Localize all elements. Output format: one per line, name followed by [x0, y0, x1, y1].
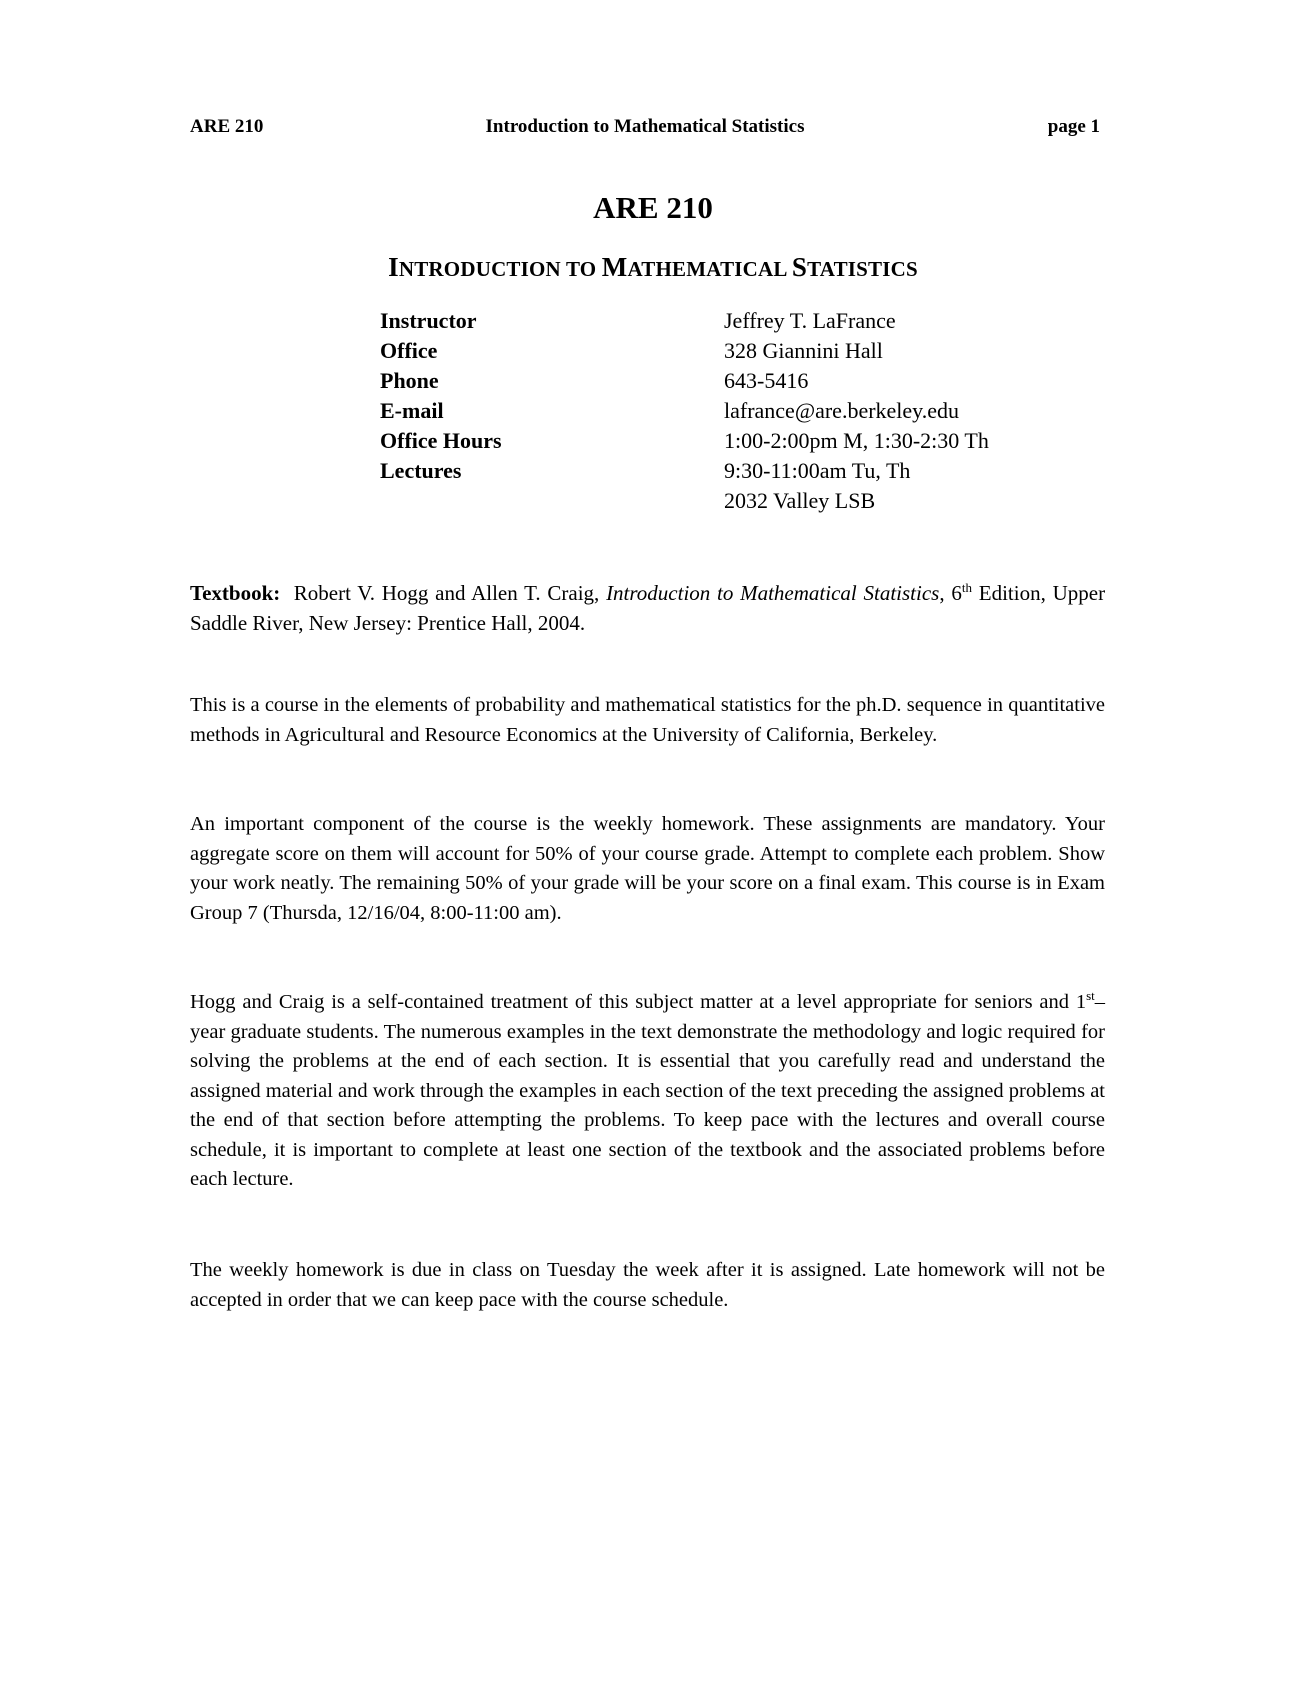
- textbook-edition-number: 6: [951, 581, 962, 605]
- info-label: Lectures: [380, 458, 462, 483]
- paragraph-homework-policy: The weekly homework is due in class on Tuesday the week after it is assigned. Late homework will not be accepted in order that we can keep pace with the course schedule.: [190, 1259, 1105, 1311]
- info-label: Instructor: [380, 308, 477, 333]
- textbook-citation: [190, 578, 1105, 638]
- title-part: I: [388, 252, 399, 282]
- paragraph-text: –year graduate students. The numerous examples in the text demonstrate the methodology and logic required for solving the problems at the end of each section. It is essential that you carefully read and understand the assigned material and work through the examples in each section of the text preceding the assigned problems at the end of that section before attempting the problems. To keep pace with the lectures and overall course schedule, it is important to complete at least one section of the textbook and the associated problems before each lecture.: [190, 991, 1105, 1190]
- course-title-heading: [0, 252, 1306, 283]
- ordinal-superscript: st: [1086, 988, 1095, 1004]
- info-value: 2032 Valley LSB: [724, 488, 876, 513]
- title-part: M: [601, 252, 628, 282]
- info-value: Jeffrey T. LaFrance: [724, 308, 896, 333]
- info-row-instructor: [380, 306, 1080, 336]
- textbook-edition-superscript: th: [961, 580, 972, 595]
- textbook-label: Textbook:: [190, 581, 281, 605]
- paragraph-text: Hogg and Craig is a self-contained treatment of this subject matter at a level appropriate for seniors and 1: [190, 991, 1087, 1013]
- header-course-title: Introduction to Mathematical Statistics: [485, 116, 805, 137]
- title-part: ATHEMATICAL: [627, 257, 792, 281]
- info-row-office: [380, 336, 1080, 366]
- paragraph-course-description: This is a course in the elements of probability and mathematical statistics for the ph.D. sequence in quantitative methods in Agricultural and Resource Economics at the University of California, Berkeley.: [190, 694, 1105, 746]
- info-row-phone: [380, 366, 1080, 396]
- course-code-heading: ARE 210: [593, 190, 713, 225]
- info-value: 643-5416: [724, 368, 809, 393]
- title-part: S: [791, 252, 808, 282]
- textbook-title: Introduction to Mathematical Statistics: [606, 581, 940, 605]
- info-row-lectures: [380, 456, 1080, 486]
- info-label: Office: [380, 338, 438, 363]
- title-part: TATISTICS: [807, 257, 918, 281]
- info-row-lecture-location: [380, 486, 1080, 516]
- course-info-table: [380, 306, 1080, 516]
- info-value: lafrance@are.berkeley.edu: [724, 398, 960, 423]
- textbook-comma: ,: [939, 581, 945, 605]
- info-label: Phone: [380, 368, 439, 393]
- title-part: NTRODUCTION TO: [398, 257, 602, 281]
- paragraph-grading: An important component of the course is the weekly homework. These assignments are mandatory. Your aggregate score on them will account for 50% of your course grade. Attempt to complete each problem. Show your work neatly. The remaining 50% of your grade will be your score on a final exam. This course is in Exam Group 7 (Thursda, 12/16/04, 8:00-11:00 am).: [190, 813, 1105, 924]
- info-value: 328 Giannini Hall: [724, 338, 883, 363]
- textbook-publisher: Edition, Upper Saddle River, New Jersey: Prentice Hall, 2004.: [190, 581, 1106, 635]
- textbook-authors: Robert V. Hogg and Allen T. Craig,: [293, 581, 600, 605]
- info-value: 1:00-2:00pm M, 1:30-2:30 Th: [724, 428, 989, 453]
- header-course-code: ARE 210: [190, 116, 264, 137]
- running-header: [190, 116, 1100, 142]
- info-label: Office Hours: [380, 428, 502, 453]
- header-page-number: page 1: [1047, 116, 1100, 137]
- info-row-email: [380, 396, 1080, 426]
- info-value: 9:30-11:00am Tu, Th: [724, 458, 911, 483]
- paragraph-textbook-guidance: [190, 988, 1105, 1195]
- info-row-office-hours: [380, 426, 1080, 456]
- info-label: E-mail: [380, 398, 444, 423]
